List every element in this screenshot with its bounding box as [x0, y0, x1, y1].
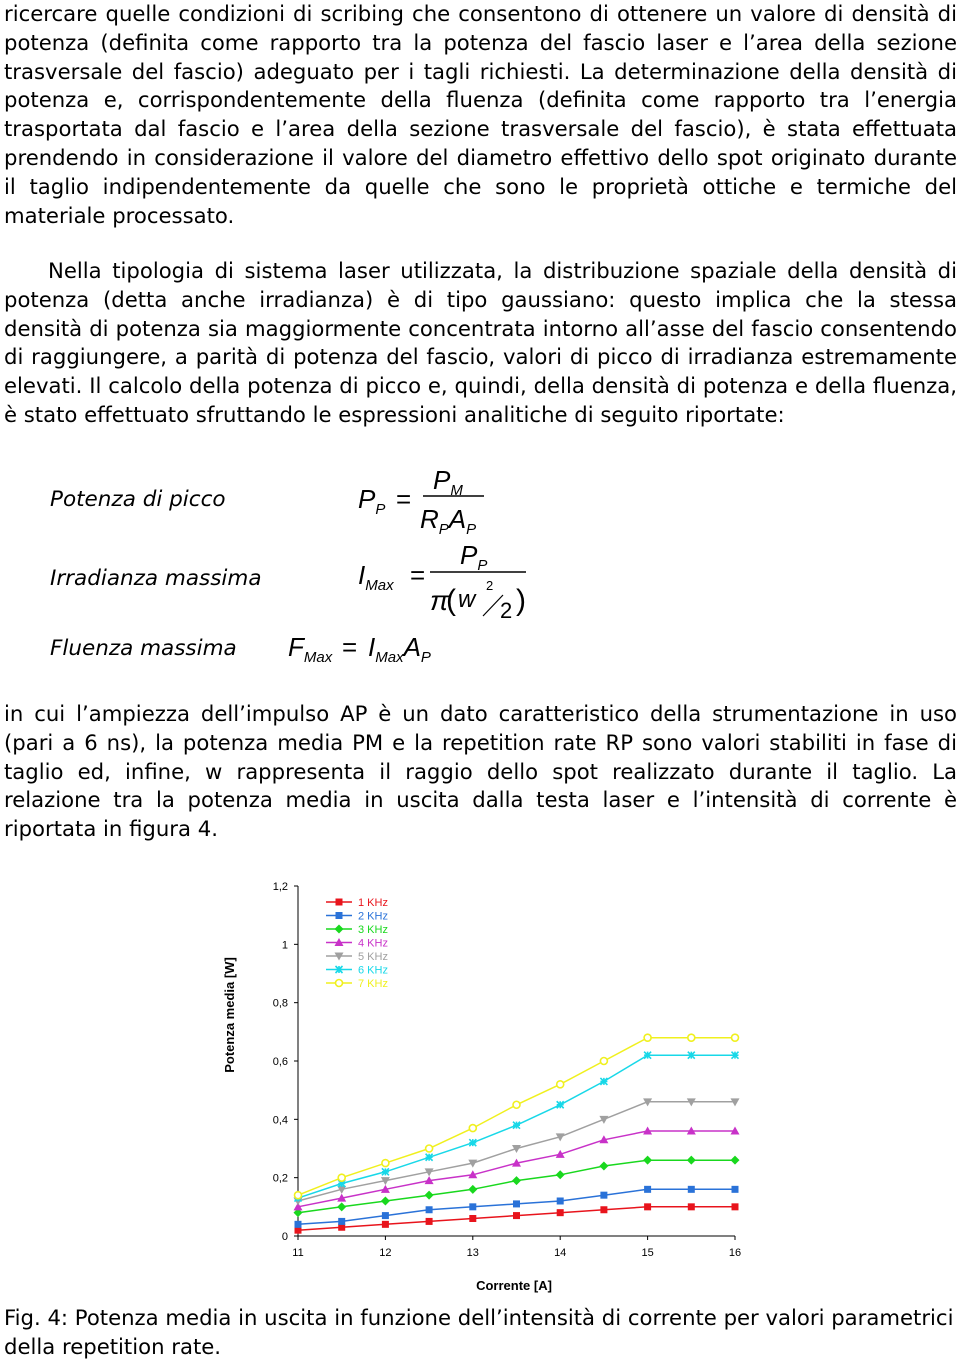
legend-label: 2 KHz: [358, 910, 388, 923]
peak-power-label: Potenza di picco: [50, 487, 226, 512]
y-tick-label: 0: [281, 1231, 288, 1243]
y-tick-label: 0,8: [272, 997, 288, 1010]
svg-text:RPAP: $R_PA_P$: [420, 504, 477, 538]
legend-label: 1 KHz: [358, 897, 388, 909]
data-point: [381, 1197, 390, 1206]
data-point: [513, 1212, 520, 1219]
data-point: [469, 1203, 476, 1210]
data-point: [512, 1176, 521, 1185]
data-point: [382, 1168, 389, 1175]
data-point: [513, 1122, 520, 1129]
data-point: [600, 1192, 607, 1199]
x-tick-label: 12: [379, 1247, 392, 1259]
legend-marker: [336, 899, 343, 906]
data-point: [337, 1202, 346, 1211]
data-point: [382, 1221, 389, 1228]
data-point: [468, 1185, 477, 1194]
svg-text:π: π: [430, 585, 449, 616]
legend-marker: [336, 912, 343, 919]
data-point: [557, 1101, 564, 1108]
y-tick-label: 0,6: [272, 1056, 288, 1068]
svg-text:PM: $P_M$: [433, 465, 463, 499]
data-point: [600, 1078, 607, 1085]
data-point: [469, 1215, 476, 1222]
svg-text:=: =: [342, 632, 358, 662]
data-point: [688, 1186, 695, 1193]
series-line: [298, 1038, 735, 1196]
data-point: [600, 1058, 607, 1065]
data-point: [688, 1052, 695, 1059]
data-point: [513, 1101, 520, 1108]
x-tick-label: 13: [466, 1247, 479, 1259]
data-point: [426, 1154, 433, 1161]
data-point: [643, 1156, 652, 1165]
svg-text:IMaxAP: $I_{Max}A_P$: [368, 632, 431, 666]
data-point: [732, 1203, 739, 1210]
data-point: [644, 1186, 651, 1193]
svg-text:): ): [516, 584, 526, 617]
x-axis-label: Corrente [A]: [476, 1278, 552, 1293]
data-point: [599, 1162, 608, 1171]
paragraph-gaussian-text: Nella tipologia di sistema laser utilizzata, la distribuzione spaziale della densità di potenza (detta anche irradianza) è di tipo gaussiano: questo implica che la stessa densità di potenza sia maggiormente concentrata intorno all’asse del fascio consentendo di raggiungere, a parità di potenza del fascio, valori di picco di irradianza estremamente elevati. Il calcolo della potenza di picco e, quindi, della densità di potenza e della fluenza, è stato effettuato sfruttando le espressioni analitiche di seguito riportate:: [4, 258, 957, 427]
data-point: [557, 1209, 564, 1216]
svg-text:2: 2: [500, 598, 513, 623]
x-tick-label: 11: [292, 1247, 304, 1259]
data-point: [687, 1156, 696, 1165]
svg-text:PP: $P_P$: [460, 540, 488, 574]
paragraph-intro: ricercare quelle condizioni di scribing che consentono di ottenere un valore di densità di potenza (definita come rapporto tra la potenza del fascio laser e l’area della sezione trasversale del fascio) adeguato per i tagli richiesti. La determinazione della densità di potenza e, corrispondentemente della fluenza (definita come rapporto tra l’energia trasportata dal fascio e l’area della sezione trasversale del fascio), è stata effettuata prendendo in considerazione il valore del diametro effettivo dello spot originato durante il taglio indipendentemente da quelle che sono le proprietà ottiche e termiche del materiale processato.: [4, 1, 957, 228]
data-point: [338, 1218, 345, 1225]
data-point: [688, 1203, 695, 1210]
formula-peak-power: $P_P$: [358, 484, 386, 518]
svg-text:w: w: [458, 586, 476, 613]
legend-label: 7 KHz: [358, 978, 388, 990]
x-tick-label: 15: [641, 1247, 654, 1259]
y-tick-label: 0,2: [272, 1172, 288, 1185]
legend-marker: [336, 980, 343, 987]
data-point: [556, 1170, 565, 1179]
data-point: [600, 1206, 607, 1213]
y-tick-label: 1: [281, 939, 288, 952]
data-point: [731, 1156, 740, 1165]
y-axis-label: Potenza media [W]: [222, 957, 237, 1073]
series-line: [298, 1131, 735, 1207]
svg-text:=: =: [410, 560, 426, 590]
data-point: [295, 1192, 302, 1199]
data-point: [688, 1034, 695, 1041]
data-point: [644, 1052, 651, 1059]
svg-text:2: 2: [486, 578, 494, 593]
data-point: [382, 1160, 389, 1167]
paragraph-gaussian: [4, 257, 957, 430]
y-tick-label: 0,4: [272, 1114, 288, 1127]
data-point: [557, 1081, 564, 1088]
data-point: [469, 1125, 476, 1132]
data-point: [338, 1174, 345, 1181]
y-tick-label: 1,2: [272, 881, 288, 893]
paragraph-parameters: in cui l’ampiezza dell’impulso AP è un dato caratteristico della strumentazione in uso (pari a 6 ns), la potenza media PM e la repetition rate RP sono valori stabiliti in fase di taglio ed, infine, w rappresenta il raggio dello spot realizzato durante il taglio. La relazione tra la potenza media in uscita dalla testa laser e l’intensità di corrente è riportata in figura 4.: [4, 701, 957, 842]
data-point: [426, 1206, 433, 1213]
x-tick-label: 16: [728, 1247, 742, 1259]
legend-marker: [336, 966, 343, 973]
power-vs-current-chart: [210, 872, 755, 1298]
data-point: [732, 1034, 739, 1041]
legend-label: 3 KHz: [358, 924, 388, 936]
x-tick-label: 14: [554, 1247, 567, 1259]
data-point: [426, 1218, 433, 1225]
legend-label: 6 KHz: [358, 964, 388, 977]
formula-irradiance: $I_{Max}$: [358, 560, 394, 594]
data-point: [426, 1145, 433, 1152]
equation-formulas: [280, 460, 540, 670]
data-point: [513, 1200, 520, 1207]
legend-label: 4 KHz: [358, 937, 388, 950]
data-point: [295, 1221, 302, 1228]
data-point: [644, 1203, 651, 1210]
fluence-label: Fluenza massima: [50, 636, 237, 661]
data-point: [425, 1191, 434, 1200]
data-point: [557, 1198, 564, 1205]
data-point: [732, 1052, 739, 1059]
legend-marker: [335, 925, 344, 934]
formula-fluence: $F_{Max}$: [288, 632, 333, 666]
irradiance-label: Irradianza massima: [50, 566, 262, 591]
data-point: [732, 1186, 739, 1193]
svg-text:=: =: [396, 484, 412, 514]
data-point: [382, 1212, 389, 1219]
figure-caption: Fig. 4: Potenza media in uscita in funzione dell’intensità di corrente per valori parametrici della repetition rate.: [4, 1305, 954, 1359]
data-point: [644, 1034, 651, 1041]
legend-label: 5 KHz: [358, 951, 388, 963]
svg-text:(: (: [446, 584, 456, 617]
data-point: [469, 1139, 476, 1146]
